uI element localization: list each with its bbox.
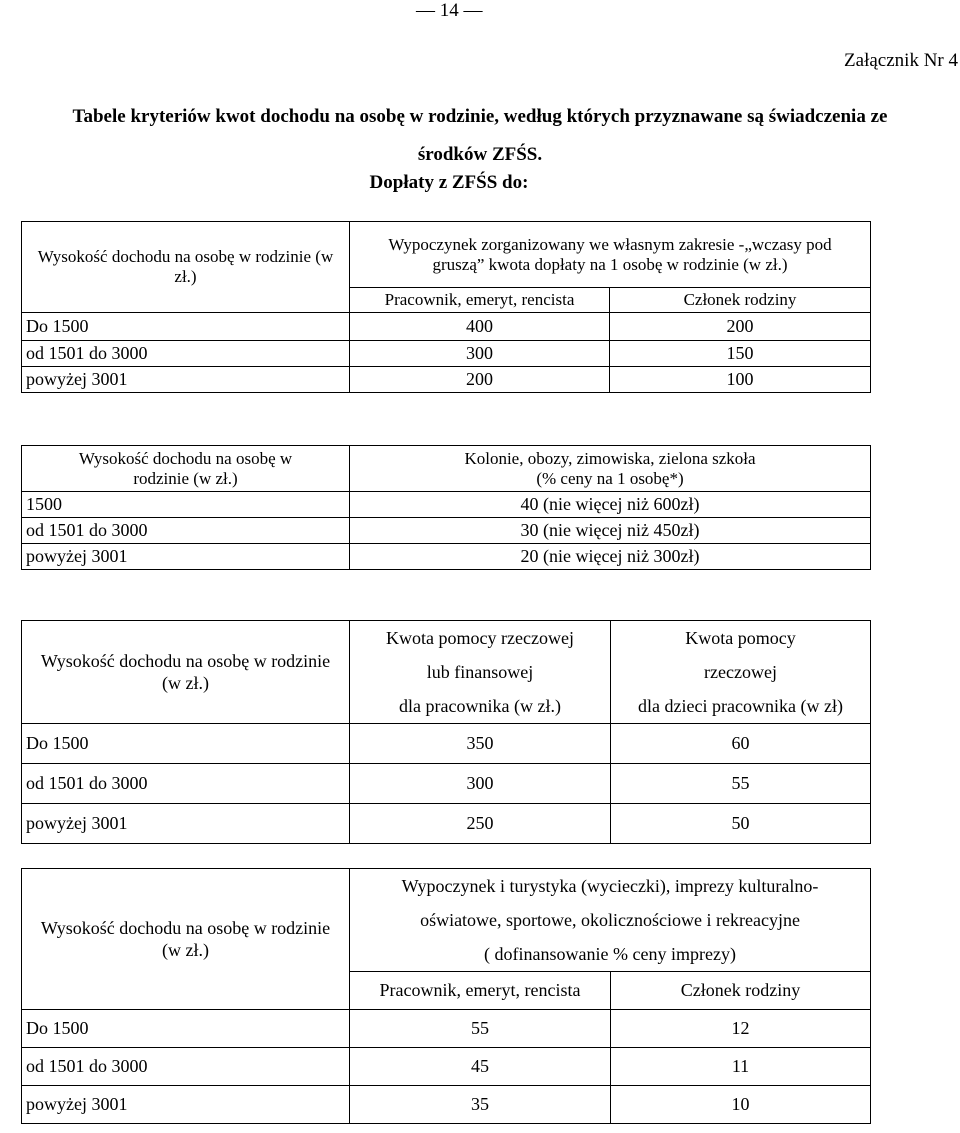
table-row — [22, 1048, 871, 1086]
table4-header-top — [350, 869, 871, 972]
table4-header-line: Wypoczynek i turystyka (wycieczki), imprezy kulturalno- — [401, 876, 819, 896]
row-value: 35 — [350, 1086, 611, 1124]
table-row — [22, 1010, 871, 1048]
row-value: 30 (nie więcej niż 450zł) — [350, 518, 871, 544]
table2-col1-header: Wysokość dochodu na osobę w rodzinie (w zł.) — [22, 446, 350, 492]
row-value: 11 — [611, 1048, 871, 1086]
table3-col2-header — [350, 621, 611, 724]
table3-header-line: dla dzieci pracownika (w zł) — [638, 696, 843, 716]
row-label: powyżej 3001 — [22, 804, 350, 844]
row-value: 10 — [611, 1086, 871, 1124]
row-value: 250 — [350, 804, 611, 844]
row-value: 350 — [350, 724, 611, 764]
table-row — [22, 764, 871, 804]
table1-header-top: Wypoczynek zorganizowany we własnym zakresie -„wczasy pod gruszą” kwota dopłaty na 1 osobę w rodzinie (w zł.) — [350, 222, 871, 288]
table2-col2-header — [350, 446, 871, 492]
row-value: 50 — [611, 804, 871, 844]
table-row — [22, 724, 871, 764]
row-value: 100 — [610, 367, 871, 393]
annex-label: Załącznik Nr 4 — [844, 50, 958, 71]
table3-header-line: rzeczowej — [704, 662, 777, 682]
row-label: od 1501 do 3000 — [22, 341, 350, 367]
table-row — [22, 313, 871, 341]
table-row — [22, 367, 871, 393]
document-subtitle: Dopłaty z ZFŚS do: — [369, 172, 529, 193]
title-line-2: środków ZFŚS. — [417, 144, 543, 165]
row-value: 200 — [610, 313, 871, 341]
table1-sub-employee: Pracownik, emeryt, rencista — [350, 288, 610, 313]
table3-header-line: lub finansowej — [426, 662, 534, 682]
row-value: 300 — [350, 764, 611, 804]
row-value: 45 — [350, 1048, 611, 1086]
row-value: 20 (nie więcej niż 300zł) — [350, 544, 871, 570]
table3-header-line: Kwota pomocy rzeczowej — [386, 628, 574, 648]
table-row — [22, 1086, 871, 1124]
row-label: powyżej 3001 — [22, 367, 350, 393]
table3-col3-header — [611, 621, 871, 724]
row-value: 200 — [350, 367, 610, 393]
table-row — [22, 518, 871, 544]
row-value: 40 (nie więcej niż 600zł) — [350, 492, 871, 518]
row-value: 400 — [350, 313, 610, 341]
row-label: od 1501 do 3000 — [22, 518, 350, 544]
row-label: Do 1500 — [22, 724, 350, 764]
row-label: Do 1500 — [22, 313, 350, 341]
table4-header-line: oświatowe, sportowe, okolicznościowe i rekreacyjne — [420, 910, 800, 930]
table-row — [22, 804, 871, 844]
table1-sub-family: Członek rodziny — [610, 288, 871, 313]
table-kolonie — [21, 445, 871, 570]
table-row — [22, 492, 871, 518]
page-number-value: 14 — [439, 0, 459, 21]
table2-header-line: (% ceny na 1 osobę*) — [536, 468, 684, 488]
row-label: powyżej 3001 — [22, 1086, 350, 1124]
table-row — [22, 544, 871, 570]
table3-header-line: dla pracownika (w zł.) — [399, 696, 561, 716]
document-title — [0, 98, 960, 174]
row-label: od 1501 do 3000 — [22, 1048, 350, 1086]
row-value: 12 — [611, 1010, 871, 1048]
table4-col1-header: Wysokość dochodu na osobę w rodzinie (w zł.) — [22, 869, 350, 1010]
row-label: powyżej 3001 — [22, 544, 350, 570]
row-label: Do 1500 — [22, 1010, 350, 1048]
table4-sub-family: Członek rodziny — [611, 972, 871, 1010]
table2-header-line: Kolonie, obozy, zimowiska, zielona szkoła — [464, 448, 756, 468]
row-value: 55 — [611, 764, 871, 804]
table-pomoc — [21, 620, 871, 844]
row-value: 60 — [611, 724, 871, 764]
title-line-1: Tabele kryteriów kwot dochodu na osobę w rodzinie, według których przyznawane są świadczenia ze — [72, 106, 888, 127]
row-value: 150 — [610, 341, 871, 367]
page-number: — 14 — — [416, 0, 483, 21]
table-row — [22, 341, 871, 367]
row-value: 55 — [350, 1010, 611, 1048]
table-wczasy — [21, 221, 871, 393]
row-label: 1500 — [22, 492, 350, 518]
table3-header-line: Kwota pomocy — [685, 628, 796, 648]
table-turystyka — [21, 868, 871, 1124]
table4-sub-employee: Pracownik, emeryt, rencista — [350, 972, 611, 1010]
table1-col1-header: Wysokość dochodu na osobę w rodzinie (w zł.) — [22, 222, 350, 313]
row-value: 300 — [350, 341, 610, 367]
table3-col1-header: Wysokość dochodu na osobę w rodzinie (w zł.) — [22, 621, 350, 724]
row-label: od 1501 do 3000 — [22, 764, 350, 804]
table4-header-line: ( dofinansowanie % ceny imprezy) — [484, 944, 736, 964]
